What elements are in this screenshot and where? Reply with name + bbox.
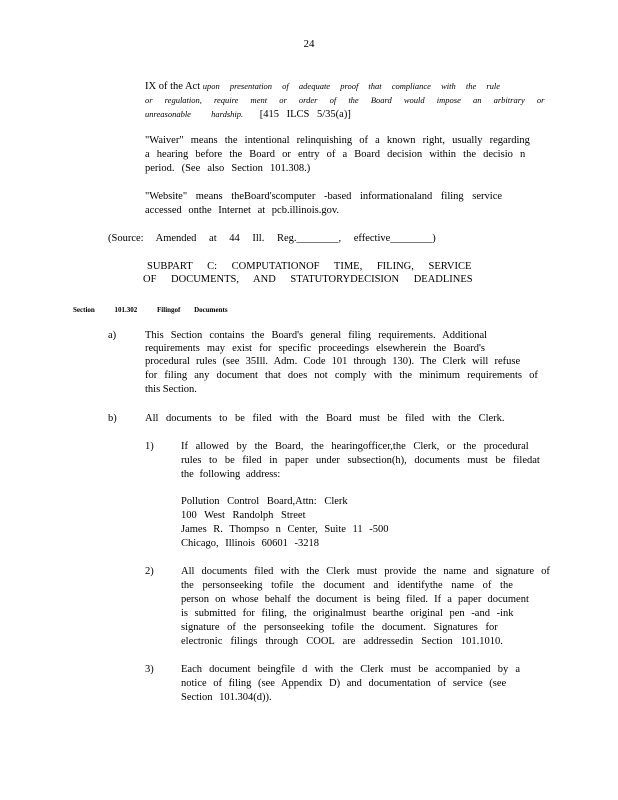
ix-citation: [415 ILCS 5/35(a)] [259,109,351,120]
address-line-3: James R. Thompso n Center, Suite 11 -500 [181,524,389,535]
item-a-label: a) [108,330,117,341]
item-b2-line-2: the personseeking tofile the document and identifythe name of the [181,580,513,591]
section-word: Section [73,306,95,314]
item-b2-line-5: signature of the personseeking tofile the document. Signatures for [181,622,498,633]
item-b3-line-2: notice of filing (see Appendix D) and documentation of service (see [181,678,507,689]
ix-paragraph-line-2: or regulation, require ment or order of the Board would impose an arbitrary or [145,95,545,105]
item-b1-line-2: rules to be filed in paper under subsection(h), documents must be filedat [181,455,540,466]
item-b2-line-1: All documents filed with the Clerk must provide the name and signature of [181,566,550,577]
item-b2-line-4: is submitted for filing, the originalmust bearthe original pen -and -ink [181,608,514,619]
page-number: 24 [303,38,315,50]
waiver-line-1: "Waiver" means the intentional relinquishing of a known right, usually regarding [145,135,530,146]
website-line-1: "Website" means theBoard'scomputer -based informationaland filing service [145,191,503,202]
item-b-text: All documents to be filed with the Board must be filed with the Clerk. [145,413,505,424]
section-number: 101.302 [114,306,138,314]
website-line-2: accessed onthe Internet at pcb.illinois.gov. [145,205,340,216]
subpart-heading-line-2: OF DOCUMENTS, AND STATUTORYDECISION DEADLINES [143,274,473,285]
section-heading [73,304,228,316]
item-a-line-1: This Section contains the Board's general filing requirements. Additional [145,330,488,341]
item-b1-label: 1) [145,441,154,452]
item-b1-line-1: If allowed by the Board, the hearingofficer,the Clerk, or the procedural [181,441,529,452]
ix-act-ref: IX of the Act [145,81,201,92]
item-a-line-2: requirements may exist for specific proceedings elsewherein the Board's [145,343,485,354]
ix-quote-1: upon presentation of adequate proof that compliance with the rule [202,81,501,91]
item-b-label: b) [108,413,117,424]
address-line-2: 100 West Randolph Street [181,510,306,521]
item-b3-line-3: Section 101.304(d)). [181,692,272,703]
item-b3-label: 3) [145,664,154,675]
ix-quote-3: unreasonable hardship. [145,109,244,119]
item-a-line-4: for filing any document that does not comply with the minimum requirements of [145,370,538,381]
ix-paragraph-line-1 [145,80,525,93]
source-note: (Source: Amended at 44 Ill. Reg.________, effective________) [108,233,436,244]
item-b2-line-6: electronic filings through COOL are addressedin Section 101.1010. [181,636,503,647]
item-a-line-3: procedural rules (see 35Ill. Adm. Code 101 through 130). The Clerk will refuse [145,356,521,367]
waiver-line-2: a hearing before the Board or entry of a Board decision within the decisio n [145,149,526,160]
item-b2-line-3: person on whose behalf the document is being filed. If a paper document [181,594,529,605]
address-line-1: Pollution Control Board,Attn: Clerk [181,496,348,507]
item-b3-line-1: Each document beingfile d with the Clerk must be accompanied by a [181,664,521,675]
item-a-line-5: this Section. [145,384,197,395]
address-line-4: Chicago, Illinois 60601 -3218 [181,538,319,549]
section-title: Filingof Documents [157,306,228,314]
item-b1-line-3: the following address: [181,469,281,480]
item-b2-label: 2) [145,566,154,577]
ix-paragraph-line-3 [145,108,351,121]
subpart-heading-line-1: SUBPART C: COMPUTATIONOF TIME, FILING, SERVICE [147,261,472,272]
waiver-line-3: period. (See also Section 101.308.) [145,163,311,174]
